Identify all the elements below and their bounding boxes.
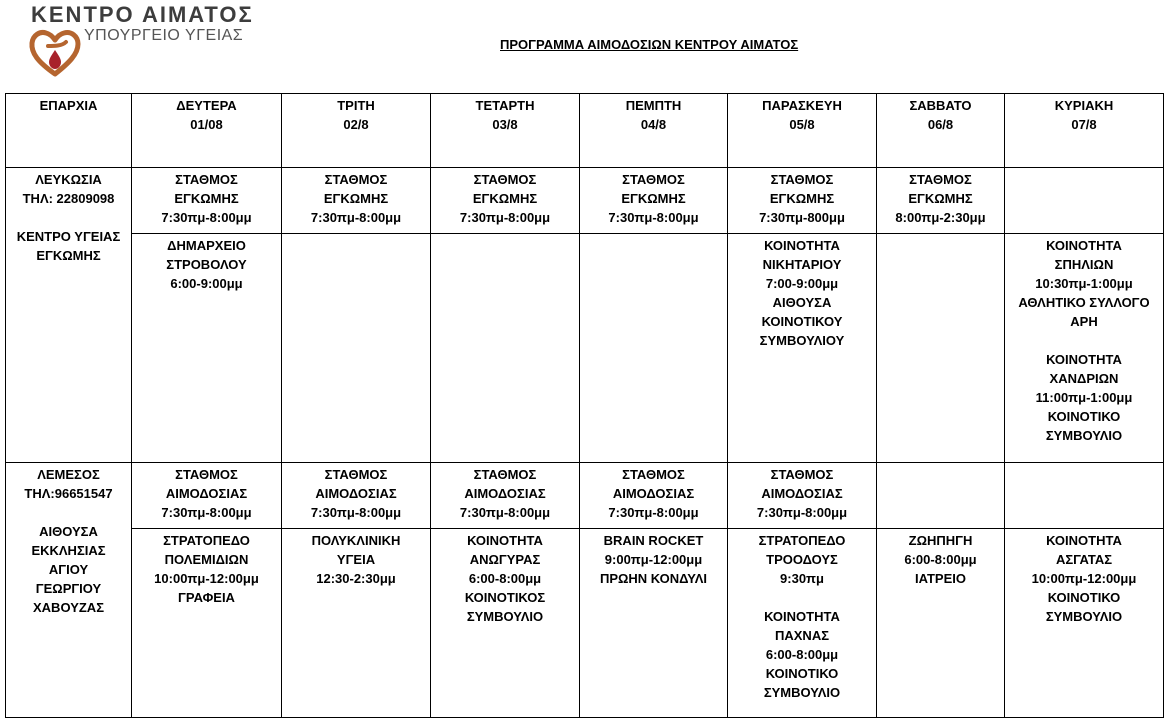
cell-text: ΚΟΙΝΟΤΙΚΟ	[1047, 409, 1121, 424]
logo	[28, 2, 254, 80]
cell-text: ΔΕΥΤΕΡΑ	[176, 98, 237, 113]
schedule-cell	[282, 463, 431, 529]
district-cell	[6, 463, 132, 718]
header-row	[6, 94, 1164, 168]
cell-text: ΚΟΙΝΟΤΗΤΑ	[467, 533, 543, 548]
cell-text: ΚΟΙΝΟΤΙΚΟ	[765, 666, 839, 681]
logo-title: ΚΕΝΤΡΟ ΑΙΜΑΤΟΣ	[31, 2, 254, 27]
cell-text: ΣΤΡΟΒΟΛΟΥ	[166, 257, 247, 272]
header-day	[580, 94, 728, 168]
cell-text: ΣΤΑΘΜΟΣ	[175, 467, 238, 482]
cell-text: 7:30πμ-8:00μμ	[756, 505, 848, 520]
cell-text: ΙΑΤΡΕΙΟ	[915, 571, 966, 586]
cell-text: ΑΙΜΟΔΟΣΙΑΣ	[315, 486, 397, 501]
cell-text: ΠΑΧΝΑΣ	[774, 628, 830, 643]
cell-text: 6:00-9:00μμ	[170, 276, 243, 291]
empty-cell	[877, 234, 1005, 463]
cell-text: 9:30πμ	[780, 571, 824, 586]
cell-text: ΚΟΙΝΟΤΗΤΑ	[764, 609, 840, 624]
cell-text: ΣΠΗΛΙΩΝ	[1054, 257, 1114, 272]
cell-text: ΠΟΛΥΚΛΙΝΙΚΗ	[311, 533, 401, 548]
schedule-row	[6, 168, 1164, 234]
cell-text: ΓΡΑΦΕΙΑ	[178, 590, 235, 605]
cell-text: 03/8	[492, 117, 518, 132]
cell-text: ΥΓΕΙΑ	[336, 552, 376, 567]
cell-text: 9:00πμ-12:00μμ	[604, 552, 703, 567]
cell-text: ΤΗΛ:96651547	[24, 486, 113, 501]
cell-text: ΑΙΜΟΔΟΣΙΑΣ	[165, 486, 248, 501]
schedule-cell	[132, 463, 282, 529]
cell-text: ΑΙΜΟΔΟΣΙΑΣ	[761, 486, 843, 501]
cell-text: ΣΑΒΒΑΤΟ	[909, 98, 972, 113]
cell-text: ΑΓΙΟΥ	[48, 562, 89, 577]
spacer	[8, 503, 129, 522]
empty-cell	[282, 234, 431, 463]
cell-text: ΑΝΩΓΥΡΑΣ	[469, 552, 541, 567]
cell-text: ΣΤΑΘΜΟΣ	[324, 172, 388, 187]
cell-text: 7:30πμ-8:00μμ	[459, 210, 551, 225]
cell-text: 02/8	[343, 117, 369, 132]
cell-text: ΚΟΙΝΟΤΗΤΑ	[1046, 352, 1122, 367]
cell-text: ΚΟΙΝΟΤΙΚΟΣ	[464, 590, 546, 605]
cell-text: ΧΑΒΟΥΖΑΣ	[33, 600, 104, 615]
cell-text: ΣΤΑΘΜΟΣ	[175, 172, 238, 187]
cell-text: 11:00πμ-1:00μμ	[1035, 390, 1133, 405]
cell-text: ΝΙΚΗΤΑΡΙΟΥ	[762, 257, 842, 272]
cell-text: ΕΓΚΩΜΗΣ	[472, 191, 538, 206]
cell-text: 10:00πμ-12:00μμ	[1031, 571, 1137, 586]
cell-text: 05/8	[789, 117, 815, 132]
heart-drop-icon	[28, 28, 82, 78]
cell-text: 10:30πμ-1:00μμ	[1035, 276, 1133, 291]
cell-text: ΛΕΥΚΩΣΙΑ	[35, 172, 102, 187]
header-district	[6, 94, 132, 168]
cell-text: ΣΥΜΒΟΥΛΙΟ	[763, 685, 841, 700]
schedule-row	[6, 463, 1164, 529]
cell-text: ΣΤΑΘΜΟΣ	[622, 467, 685, 482]
spacer	[8, 208, 129, 227]
cell-text: ΧΑΝΔΡΙΩΝ	[1049, 371, 1119, 386]
cell-text: ΤΡΟΟΔΟΥΣ	[766, 552, 838, 567]
cell-text: 6:00-8:00μμ	[468, 571, 542, 586]
cell-text: 6:00-8:00μμ	[904, 552, 977, 567]
schedule-cell	[877, 529, 1005, 718]
cell-text: ΚΕΝΤΡΟ ΥΓΕΙΑΣ	[16, 229, 121, 244]
cell-text: 12:30-2:30μμ	[316, 571, 396, 586]
district-cell	[6, 168, 132, 463]
donation-schedule-table	[5, 93, 1164, 718]
cell-text: ΣΤΑΘΜΟΣ	[473, 467, 537, 482]
cell-text: ΠΟΛΕΜΙΔΙΩΝ	[164, 552, 249, 567]
cell-text: ΕΓΚΩΜΗΣ	[621, 191, 686, 206]
cell-text: ΓΕΩΡΓΙΟΥ	[35, 581, 102, 596]
cell-text: ΕΠΑΡΧΙΑ	[39, 98, 98, 113]
cell-text: ΣΥΜΒΟΥΛΙΟ	[466, 609, 544, 624]
schedule-row	[6, 529, 1164, 718]
cell-text: BRAIN ROCKET	[603, 533, 704, 548]
cell-text: ΣΥΜΒΟΥΛΙΟ	[1045, 428, 1123, 443]
cell-text: 04/8	[640, 117, 667, 132]
schedule-cell	[728, 529, 877, 718]
cell-text: ΚΟΙΝΟΤΗΤΑ	[1046, 238, 1122, 253]
cell-text: ΑΙΜΟΔΟΣΙΑΣ	[612, 486, 695, 501]
cell-text: ΚΟΙΝΟΤΗΤΑ	[1046, 533, 1122, 548]
spacer	[730, 588, 874, 607]
empty-cell	[1005, 463, 1164, 529]
schedule-cell	[728, 234, 877, 463]
cell-text: ΑΡΗ	[1070, 314, 1098, 329]
header-day	[132, 94, 282, 168]
cell-text: ΕΓΚΩΜΗΣ	[174, 191, 239, 206]
schedule-cell	[580, 529, 728, 718]
cell-text: ΑΙΘΟΥΣΑ	[39, 524, 98, 539]
cell-text: ΑΙΜΟΔΟΣΙΑΣ	[464, 486, 546, 501]
cell-text: ΠΑΡΑΣΚΕΥΗ	[762, 98, 842, 113]
empty-cell	[1005, 168, 1164, 234]
cell-text: ΣΤΑΘΜΟΣ	[770, 467, 834, 482]
schedule-cell	[580, 463, 728, 529]
cell-text: ΠΡΩΗΝ ΚΟΝΔΥΛΙ	[599, 571, 708, 586]
cell-text: ΤΗΛ: 22809098	[22, 191, 115, 206]
cell-text: ΕΓΚΩΜΗΣ	[36, 248, 101, 263]
cell-text: 6:00-8:00μμ	[765, 647, 839, 662]
cell-text: ΠΕΜΠΤΗ	[625, 98, 682, 113]
document-title: ΠΡΟΓΡΑΜΜΑ ΑΙΜΟΔΟΣΙΩΝ ΚΕΝΤΡΟΥ ΑΙΜΑΤΟΣ	[500, 37, 799, 52]
schedule-cell	[431, 463, 580, 529]
schedule-cell	[580, 168, 728, 234]
cell-text: ΣΤΑΘΜΟΣ	[622, 172, 685, 187]
cell-text: ΣΥΜΒΟΥΛΙΟΥ	[759, 333, 845, 348]
schedule-cell	[728, 168, 877, 234]
cell-text: 7:00-9:00μμ	[765, 276, 839, 291]
cell-text: ΣΤΡΑΤΟΠΕΔΟ	[758, 533, 846, 548]
schedule-cell	[728, 463, 877, 529]
cell-text: 06/8	[927, 117, 954, 132]
cell-text: ΣΤΑΘΜΟΣ	[473, 172, 537, 187]
schedule-cell	[132, 529, 282, 718]
cell-text: 07/8	[1071, 117, 1097, 132]
cell-text: ΣΥΜΒΟΥΛΙΟ	[1045, 609, 1123, 624]
empty-cell	[877, 463, 1005, 529]
schedule-cell	[132, 234, 282, 463]
cell-text: ΕΚΚΛΗΣΙΑΣ	[31, 543, 106, 558]
cell-text: ΑΣΓΑΤΑΣ	[1055, 552, 1113, 567]
cell-text: 7:30πμ-8:00μμ	[310, 505, 402, 520]
cell-text: ΕΓΚΩΜΗΣ	[323, 191, 389, 206]
cell-text: 7:30πμ-800μμ	[759, 210, 845, 225]
header-day	[282, 94, 431, 168]
cell-text: 7:30πμ-8:00μμ	[161, 505, 252, 520]
schedule-cell	[132, 168, 282, 234]
cell-text: 7:30πμ-8:00μμ	[459, 505, 551, 520]
cell-text: 01/08	[190, 117, 223, 132]
cell-text: 7:30πμ-8:00μμ	[608, 505, 699, 520]
header-day	[728, 94, 877, 168]
header-day	[431, 94, 580, 168]
cell-text: ΚΟΙΝΟΤΗΤΑ	[764, 238, 840, 253]
cell-text: ΣΤΑΘΜΟΣ	[324, 467, 388, 482]
cell-text: ΔΗΜΑΡΧΕΙΟ	[167, 238, 246, 253]
cell-text: 8:00πμ-2:30μμ	[895, 210, 986, 225]
cell-text: ΣΤΡΑΤΟΠΕΔΟ	[163, 533, 250, 548]
empty-cell	[431, 234, 580, 463]
schedule-row	[6, 234, 1164, 463]
cell-text: ΚΟΙΝΟΤΙΚΟΥ	[761, 314, 843, 329]
cell-text: ΤΡΙΤΗ	[337, 98, 375, 113]
cell-text: ΑΘΛΗΤΙΚΟ ΣΥΛΛΟΓΟ	[1018, 295, 1150, 310]
cell-text: 7:30πμ-8:00μμ	[310, 210, 402, 225]
cell-text: ΚΥΡΙΑΚΗ	[1054, 98, 1114, 113]
cell-text: ΑΙΘΟΥΣΑ	[772, 295, 832, 310]
schedule-cell	[282, 529, 431, 718]
cell-text: ΕΓΚΩΜΗΣ	[769, 191, 835, 206]
header-day	[1005, 94, 1164, 168]
cell-text: ΚΟΙΝΟΤΙΚΟ	[1047, 590, 1121, 605]
cell-text: ΣΤΑΘΜΟΣ	[770, 172, 834, 187]
cell-text: 10:00πμ-12:00μμ	[154, 571, 259, 586]
cell-text: ΛΕΜΕΣΟΣ	[37, 467, 100, 482]
schedule-cell	[877, 168, 1005, 234]
schedule-cell	[282, 168, 431, 234]
schedule-cell	[1005, 529, 1164, 718]
cell-text: 7:30πμ-8:00μμ	[161, 210, 252, 225]
schedule-cell	[431, 168, 580, 234]
spacer	[1007, 331, 1161, 350]
schedule-cell	[431, 529, 580, 718]
cell-text: ΖΩΗΠΗΓΗ	[908, 533, 973, 548]
header-day	[877, 94, 1005, 168]
empty-cell	[580, 234, 728, 463]
cell-text: ΕΓΚΩΜΗΣ	[908, 191, 973, 206]
cell-text: ΣΤΑΘΜΟΣ	[909, 172, 972, 187]
schedule-cell	[1005, 234, 1164, 463]
logo-subtitle: ΥΠΟΥΡΓΕΙΟ ΥΓΕΙΑΣ	[84, 27, 244, 44]
cell-text: ΤΕΤΑΡΤΗ	[475, 98, 535, 113]
cell-text: 7:30πμ-8:00μμ	[608, 210, 699, 225]
